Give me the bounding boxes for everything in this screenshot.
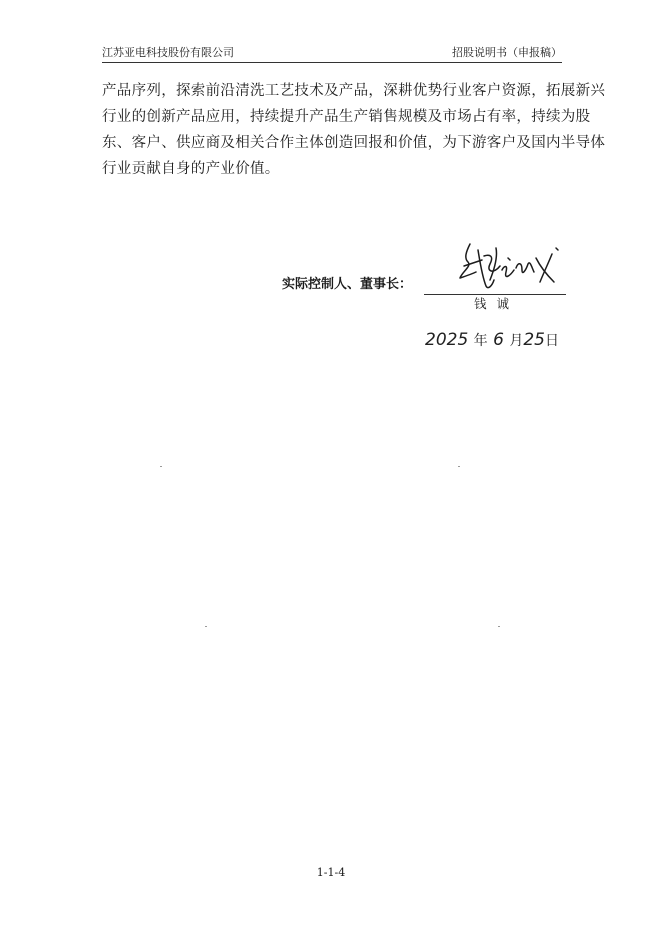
header-document-title: 招股说明书（申报稿）: [452, 46, 562, 59]
handwritten-date: [425, 328, 559, 353]
date-year-char: 年: [473, 333, 488, 349]
date-day: 25: [523, 330, 545, 350]
signatory-name: 钱诚: [474, 296, 520, 311]
page-number: 1-1-4: [316, 866, 346, 879]
date-year: 2025: [425, 330, 469, 350]
scan-speck: [160, 466, 162, 467]
body-line: 行业的创新产品应用，持续提升产品生产销售规模及市场占有率，持续为股: [102, 109, 591, 125]
handwritten-signature: [456, 236, 568, 298]
date-day-char: 日: [544, 333, 559, 349]
body-paragraph: [102, 78, 606, 182]
body-line: 产品序列，探索前沿清洗工艺技术及产品，深耕优势行业客户资源，拓展新兴: [102, 83, 606, 99]
signature-label: 实际控制人、董事长：: [282, 277, 413, 292]
date-month-char: 月: [509, 333, 524, 349]
header-company-name: 江苏亚电科技股份有限公司: [102, 46, 234, 59]
body-line: 东、客户、供应商及相关合作主体创造回报和价值，为下游客户及国内半导体: [102, 135, 606, 151]
scan-speck: [498, 626, 500, 627]
body-line: 行业贡献自身的产业价值。: [102, 161, 280, 177]
date-month: 6: [493, 330, 504, 350]
signature-line: [424, 294, 566, 295]
scan-speck: [458, 466, 460, 467]
scan-speck: [205, 626, 207, 627]
page-header: [102, 44, 562, 63]
